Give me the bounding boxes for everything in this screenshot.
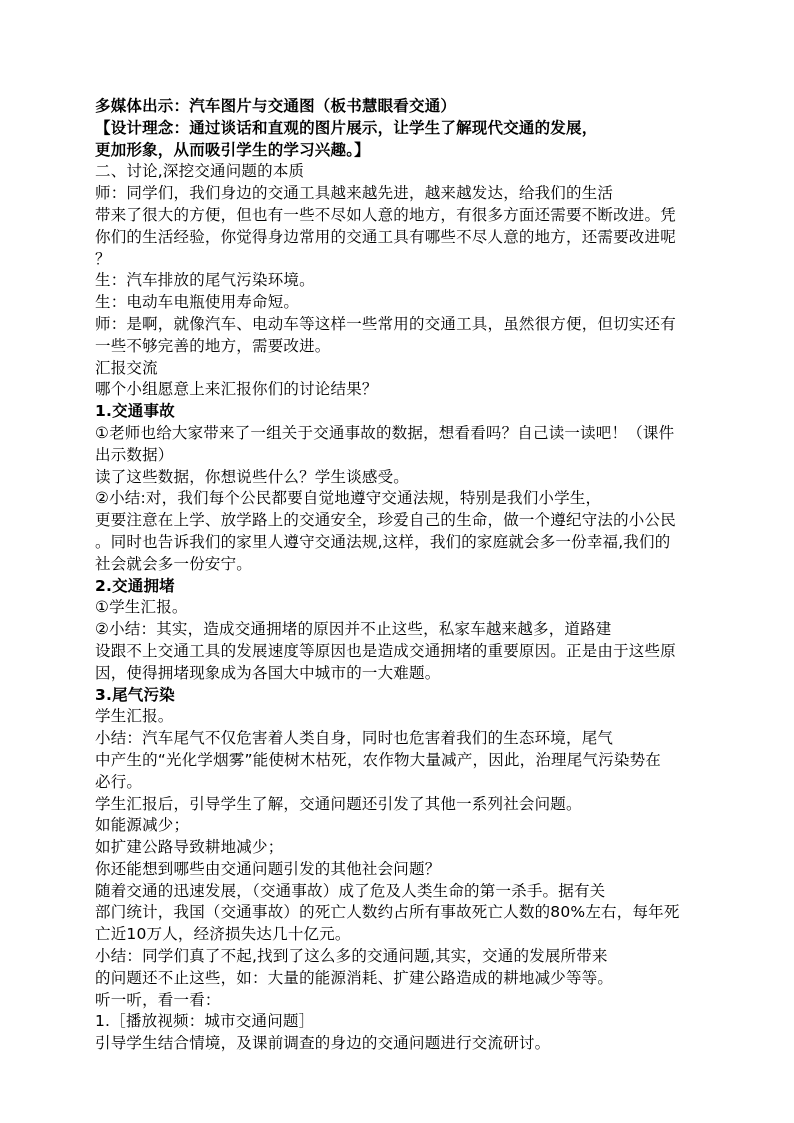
document-body: [95, 96, 695, 1055]
text-line: ①老师也给大家带来了一组关于交通事故的数据，想看看吗？自己读一读吧！（课件: [95, 423, 675, 442]
text-line: 引导学生结合情境，及课前调查的身边的交通问题进行交流研讨。: [95, 1034, 551, 1053]
text-line: 设跟不上交通工具的发展速度等原因也是造成交通拥堵的重要原因。正是由于这些原: [95, 641, 676, 660]
text-line: 生：汽车排放的尾气污染环境。: [95, 271, 315, 290]
text-line: 亡近10万人，经济损失达几十亿元。: [95, 925, 351, 944]
text-line: ？: [95, 249, 111, 268]
text-line: 如能源减少；: [95, 816, 190, 835]
text-line: 1.［播放视频：城市交通问题］: [95, 1012, 315, 1031]
text-line: 一些不够完善的地方，需要改进。: [95, 336, 331, 355]
text-line: 读了这些数据，你想说些什么？学生谈感受。: [95, 467, 410, 486]
text-line: 你还能想到哪些由交通问题引发的其他社会问题？: [95, 859, 441, 878]
text-line: 生：电动车电瓶使用寿命短。: [95, 293, 300, 312]
text-line: 【设计理念：通过谈话和直观的图片展示，让学生了解现代交通的发展，: [95, 118, 598, 137]
text-line: 更加形象，从而吸引学生的学习兴趣。】: [95, 140, 370, 159]
text-line: 的问题还不止这些，如：大量的能源消耗、扩建公路造成的耕地减少等等。: [95, 968, 614, 987]
text-line: 社会就会多一份安宁。: [95, 554, 253, 573]
text-line: ①学生汇报。: [95, 598, 188, 617]
text-line: 学生汇报。: [95, 707, 174, 726]
text-line: 更要注意在上学、放学路上的交通安全，珍爱自己的生命，做一个遵纪守法的小公民: [95, 511, 676, 530]
text-line: 如扩建公路导致耕地减少；: [95, 838, 284, 857]
text-line: 二、讨论,深挖交通问题的本质: [95, 162, 305, 181]
text-line: 2.交通拥堵: [95, 576, 175, 595]
text-line: 多媒体出示：汽车图片与交通图（板书慧眼看交通）: [95, 97, 457, 115]
text-line: 你们的生活经验，你觉得身边常用的交通工具有哪些不尽人意的地方，还需要改进呢: [95, 227, 676, 246]
text-line: 。同时也告诉我们的家里人遵守交通法规,这样，我们的家庭就会多一份幸福,我们的: [95, 532, 671, 551]
text-line: 学生汇报后，引导学生了解，交通问题还引发了其他一系列社会问题。: [95, 794, 582, 813]
text-line: 中产生的“光化学烟雾”能使树木枯死，农作物大量减产，因此，治理尾气污染势在: [95, 750, 661, 769]
text-line: 3.尾气污染: [95, 685, 175, 704]
text-line: 师：同学们，我们身边的交通工具越来越先进，越来越发达，给我们的生活: [95, 184, 614, 203]
text-line: 带来了很大的方便，但也有一些不尽如人意的地方，有很多方面还需要不断改进。凭: [95, 205, 676, 224]
text-line: 部门统计，我国（交通事故）的死亡人数约占所有事故死亡人数的80%左右，每年死: [95, 903, 680, 922]
text-line: 汇报交流: [95, 358, 158, 377]
text-line: ②小结：其实，造成交通拥堵的原因并不止这些，私家车越来越多，道路建: [95, 620, 612, 639]
text-line: 出示数据）: [95, 445, 174, 464]
text-line: ②小结:对，我们每个公民都要自觉地遵守交通法规，特别是我们小学生，: [95, 489, 602, 508]
text-line: 师：是啊，就像汽车、电动车等这样一些常用的交通工具，虽然很方便，但切实还有: [95, 314, 676, 333]
text-line: 1.交通事故: [95, 402, 175, 421]
text-line: 听一听，看一看：: [95, 990, 221, 1009]
text-line: 小结：同学们真了不起,找到了这么多的交通问题,其实，交通的发展所带来: [95, 947, 608, 966]
text-line: 因，使得拥堵现象成为各国大中城市的一大难题。: [95, 663, 441, 682]
text-line: 哪个小组愿意上来汇报你们的讨论结果？: [95, 380, 378, 399]
text-line: 小结：汽车尾气不仅危害着人类自身，同时也危害着我们的生态环境，尾气: [95, 729, 614, 748]
text-line: 必行。: [95, 772, 143, 791]
text-line: 随着交通的迅速发展，（交通事故）成了危及人类生命的第一杀手。据有关: [95, 881, 606, 900]
